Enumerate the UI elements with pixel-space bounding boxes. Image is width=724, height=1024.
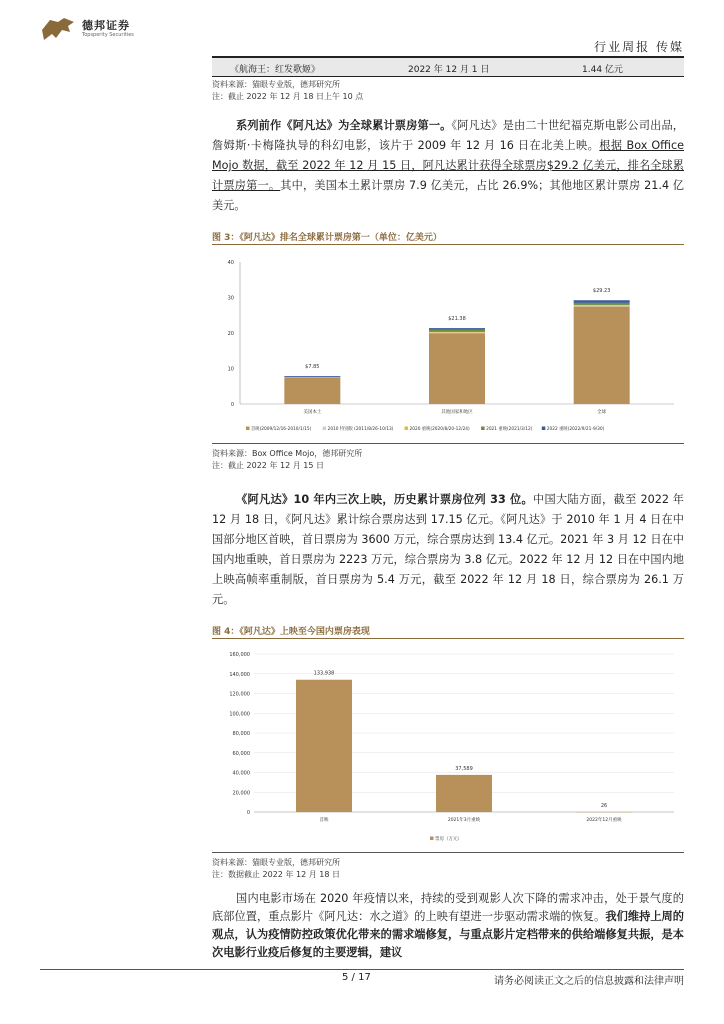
bar-0 <box>296 680 352 812</box>
legend-label-0: 票房（万元） <box>435 837 462 842</box>
paragraph-2-lead: 《阿凡达》10 年内三次上映，历史累计票房位列 33 位。 <box>236 493 533 506</box>
data-label-0: $7.85 <box>305 364 320 371</box>
y-tick-label-2: 40,000 <box>232 770 250 777</box>
y-tick-label-2: 20 <box>227 331 234 337</box>
bar-1-series-0 <box>429 333 485 404</box>
bar-1-series-1 <box>429 332 485 333</box>
company-logo-mark <box>40 16 76 42</box>
y-tick-label-6: 120,000 <box>229 691 250 698</box>
y-tick-label-8: 160,000 <box>229 652 250 658</box>
y-tick-label-4: 40 <box>227 260 234 266</box>
x-tick-label-0: 美国本土 <box>303 410 322 415</box>
legend-label-3: 2021 重映(2021/3/12) <box>486 427 533 432</box>
table-cell-date: 2022 年 12 月 1 日 <box>408 65 490 75</box>
report-section-label: 行业周报 传媒 <box>594 40 684 54</box>
legend-swatch-4 <box>542 427 546 431</box>
figure-4-source-note: 资料来源：猫眼专业版，德邦研究所 <box>212 858 340 867</box>
y-tick-label-0: 0 <box>246 810 250 816</box>
legend-label-2: 2020 重映(2020/8/20-12/24) <box>409 427 470 432</box>
bar-1-series-3 <box>429 330 485 332</box>
paragraph-2-text: 中国大陆方面，截至 2022 年 12 月 18 日，《阿凡达》累计综合票房达到 17.15 亿元。《阿凡达》于 2010 年 1 月 4 日在中国部分地区首映，首日票房为 3600 万元，综合票房达到 13.4 亿元。2021 年 3 月 12 日在中国内地重映，首日票房为 2223 万元，综合票房为 3.8 亿元。2022 年 12 月 12 日在中国内地上映高帧率重制版，首日票房为 5.4 万元，截至 2022 年 12 月 18 日，综合票房为 26.1 万元。 <box>212 493 684 606</box>
x-tick-label-0: 首映 <box>319 818 329 823</box>
bar-1-series-4 <box>429 328 485 330</box>
footer-disclaimer: 请务必阅读正文之后的信息披露和法律声明 <box>494 976 684 987</box>
figure-3-chart <box>212 250 684 440</box>
table-source-note: 资料来源：猫眼专业版，德邦研究所 <box>212 80 340 89</box>
data-label-1: $21.38 <box>448 316 466 323</box>
figure-4-date-note: 注：数据截止 2022 年 12 月 18 日 <box>212 870 340 879</box>
paragraph-1-text-b: 其中，美国本土累计票房 7.9 亿美元，占比 26.9%；其他地区累计票房 21.4 亿美元。 <box>212 179 684 212</box>
figure-4-top-rule <box>212 638 684 639</box>
legend-label-1: 2010 特别版 (2011/8/26-10/13) <box>327 427 394 432</box>
paragraph-1-text-a: 《阿凡达》是由二十世纪福克斯电影公司出品，詹姆斯·卡梅隆执导的科幻电影，该片于 2009 年 12 月 16 日在北美上映。 <box>212 119 684 152</box>
page-number: 5 / 17 <box>342 972 371 983</box>
legend-label-0: 首映(2009/12/16-2010/1/15) <box>251 427 312 432</box>
y-tick-label-1: 10 <box>227 366 234 373</box>
figure-3-date-note: 注：截止 2022 年 12 月 15 日 <box>212 461 324 470</box>
bar-2-series-0 <box>574 307 630 404</box>
footer-divider <box>40 969 684 970</box>
legend-swatch-2 <box>405 427 409 431</box>
figure-3-title: 图 3：《阿凡达》排名全球累计票房第一（单位：亿美元） <box>212 233 442 243</box>
y-tick-label-0: 0 <box>230 402 234 408</box>
paragraph-1-lead: 系列前作《阿凡达》为全球累计票房第一。 <box>236 119 452 132</box>
paragraph-1-underlined: 根据 Box Office Mojo 数据，截至 2022 年 12 月 15 日，阿凡达累计获得全球票房$29.2 亿美元，排名全球累计票房第一。 <box>212 139 684 192</box>
data-label-2: 26 <box>600 802 608 809</box>
bar-0-series-0 <box>284 377 340 404</box>
data-label-1: 37,589 <box>455 765 473 772</box>
bar-0-series-4 <box>284 376 340 377</box>
legend-swatch-1 <box>323 427 327 431</box>
figure-4-title: 图 4：《阿凡达》上映至今国内票房表现 <box>212 627 370 637</box>
x-tick-label-2: 2022年12月重映 <box>586 818 622 823</box>
table-cell-value: 1.44 亿元 <box>582 65 623 75</box>
x-tick-label-1: 其他国家和地区 <box>441 410 473 415</box>
company-logo-name: 德邦证券 <box>82 19 130 32</box>
bar-1 <box>436 775 492 812</box>
y-tick-label-3: 30 <box>227 295 234 302</box>
figure-4-bottom-rule <box>212 852 684 853</box>
paragraph-3-bold: 我们维持上周的观点，认为疫情防控政策优化带来的需求端修复，与重点影片定档带来的供给端修复共振，是本次电影行业疫后修复的主要逻辑，建议 <box>212 910 684 959</box>
figure-3-source-note: 资料来源：Box Office Mojo，德邦研究所 <box>212 449 363 458</box>
table-cell-title: 《航海王：红发歌姬》 <box>230 65 321 75</box>
figure-3-bottom-rule <box>212 443 684 444</box>
legend-swatch-0 <box>430 837 434 841</box>
paragraph-market-outlook <box>212 890 684 962</box>
y-tick-label-5: 100,000 <box>229 711 250 718</box>
paragraph-avatar-china <box>212 490 684 610</box>
y-tick-label-4: 80,000 <box>232 731 250 737</box>
bar-2-series-1 <box>574 305 630 306</box>
x-tick-label-2: 全球 <box>597 410 607 415</box>
x-tick-label-1: 2021年3月重映 <box>447 818 481 823</box>
data-label-0: 133,938 <box>313 670 335 677</box>
figure-4-chart <box>212 644 684 850</box>
legend-label-4: 2022 重映(2022/9/21-9/30) <box>546 427 605 432</box>
paragraph-avatar-global <box>212 116 684 216</box>
legend-swatch-0 <box>246 427 250 431</box>
y-tick-label-3: 60,000 <box>232 750 250 757</box>
data-label-2: $29.23 <box>592 288 611 295</box>
y-tick-label-7: 140,000 <box>229 671 250 678</box>
paragraph-3-text: 国内电影市场在 2020 年疫情以来，持续的受到观影人次下降的需求冲击，处于景气度的底部位置，重点影片《阿凡达：水之道》的上映有望进一步驱动需求端的恢复。 <box>212 892 684 923</box>
bar-2-series-3 <box>574 303 630 305</box>
bar-2-series-4 <box>574 300 630 303</box>
figure-3-top-rule <box>212 244 684 245</box>
company-logo-subtitle: Topsperity Securities <box>82 32 134 38</box>
legend-swatch-3 <box>481 427 485 431</box>
table-date-note: 注：截止 2022 年 12 月 18 日上午 10 点 <box>212 92 364 101</box>
y-tick-label-1: 20,000 <box>232 790 250 797</box>
